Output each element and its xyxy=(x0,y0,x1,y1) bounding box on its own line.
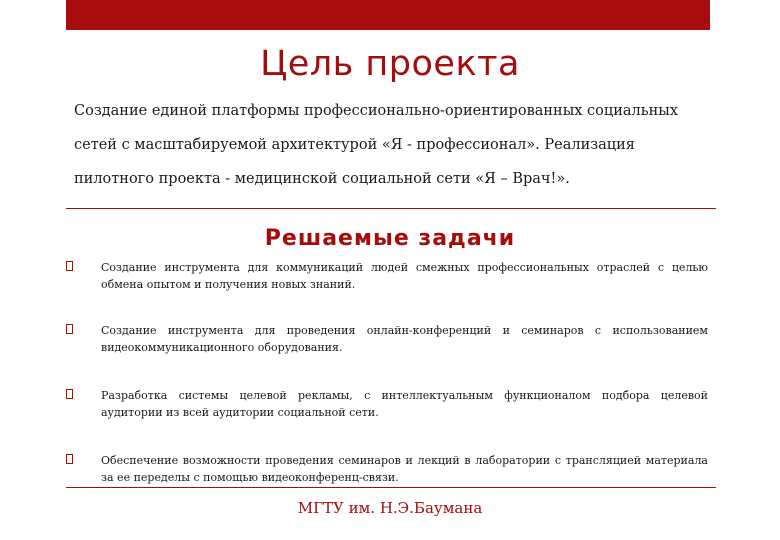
square-bullet-icon xyxy=(66,324,73,334)
divider-bottom xyxy=(66,487,716,488)
square-bullet-icon xyxy=(66,454,73,464)
footer-institution: МГТУ им. Н.Э.Баумана xyxy=(297,499,483,517)
task-item xyxy=(66,259,708,293)
task-text: Обеспечение возможности проведения семинаров и лекций в лаборатории с трансляцией материала за ее переделы с помощью видеоконференц-связи. xyxy=(101,454,708,484)
top-accent-bar xyxy=(66,0,710,30)
task-item xyxy=(66,452,708,486)
task-text: Разработка системы целевой рекламы, с интеллектуальным функционалом подбора целевой аудитории из всей аудитории социальной сети. xyxy=(101,389,708,419)
task-item xyxy=(66,322,708,356)
task-text: Создание инструмента для коммуникаций людей смежных профессиональных отраслей с целью обмена опытом и получения новых знаний. xyxy=(101,261,708,291)
goal-description: Создание единой платформы профессионально-ориентированных социальных сетей с масштабируемой архитектурой «Я - профессионал». Реализация пилотного проекта - медицинской социальной сети «Я – Врач!». xyxy=(74,103,679,187)
slide-title: Цель проекта xyxy=(260,44,520,84)
square-bullet-icon xyxy=(66,389,73,399)
task-text: Создание инструмента для проведения онлайн-конференций и семинаров с использованием видеокоммуникационного оборудования. xyxy=(101,324,708,354)
square-bullet-icon xyxy=(66,261,73,271)
tasks-heading: Решаемые задачи xyxy=(264,226,516,251)
divider-top xyxy=(66,208,716,209)
task-item xyxy=(66,387,708,421)
